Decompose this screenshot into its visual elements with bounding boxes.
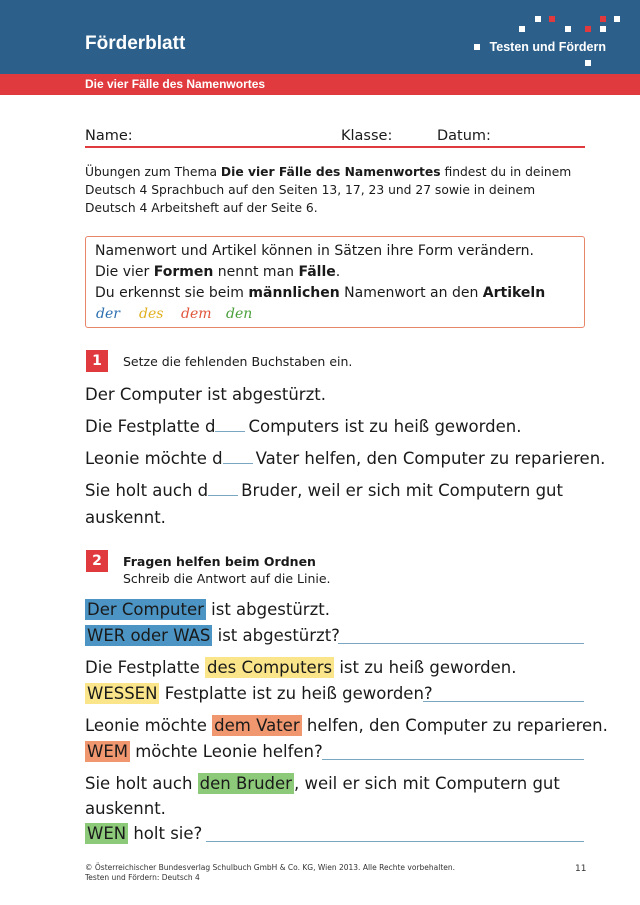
- task-2-instruction: Schreib die Antwort auf die Linie.: [123, 571, 331, 586]
- task-1-sentence-4: Sie holt auch d Bruder, weil er sich mit Computern gut: [85, 481, 563, 500]
- highlight-nominative: Der Computer: [87, 600, 204, 619]
- highlight-question-wessen: WESSEN: [87, 684, 158, 703]
- task-2-question-1: WER oder WAS ist abgestürzt?: [87, 626, 340, 645]
- task-2-number: 2: [86, 550, 108, 572]
- intro-text: Übungen zum Thema Die vier Fälle des Namenwortes findest du in deinem Deutsch 4 Sprachbuch auf den Seiten 13, 17, 23 und 27 sowie in deinem Deutsch 4 Arbeitsheft auf der Seite 6.: [85, 165, 572, 215]
- article-list: [95, 304, 575, 325]
- article-des: des: [139, 306, 164, 322]
- task-2-sentence-3: Leonie möchte dem Vater helfen, den Computer zu reparieren.: [85, 716, 608, 735]
- footer: [85, 863, 455, 883]
- article-der: der: [96, 306, 120, 322]
- highlight-genitive: des Computers: [207, 658, 333, 677]
- task-1-sentence-3: Leonie möchte d Vater helfen, den Computer zu reparieren.: [85, 449, 606, 468]
- class-label: Klasse:: [341, 128, 393, 144]
- highlight-question-wer: WER oder WAS: [87, 626, 211, 645]
- brand-bullet-icon: [474, 44, 480, 50]
- info-line-2: Die vier Formen nennt man Fälle.: [95, 264, 341, 280]
- page-number: 11: [575, 864, 587, 874]
- answer-line-1[interactable]: [338, 643, 584, 644]
- task-2-sentence-4-cont: auskennt.: [85, 799, 166, 818]
- task-2-question-3: WEM möchte Leonie helfen?: [87, 742, 323, 761]
- highlight-question-wem: WEM: [87, 742, 128, 761]
- task-1-sentence-5: auskennt.: [85, 508, 166, 527]
- highlight-accusative: den Bruder: [199, 774, 292, 793]
- task-2-sentence-1: Der Computer ist abgestürzt.: [87, 600, 330, 619]
- highlight-question-wen: WEN: [87, 824, 127, 843]
- answer-line-3[interactable]: [322, 759, 584, 760]
- article-dem: dem: [181, 306, 212, 322]
- article-den: den: [226, 306, 253, 322]
- task-2-question-2: WESSEN Festplatte ist zu heiß geworden?: [87, 684, 433, 703]
- blank-input[interactable]: [215, 418, 245, 432]
- task-1-sentence-2: Die Festplatte d Computers ist zu heiß geworden.: [85, 417, 522, 436]
- task-2-question-4: WEN holt sie?: [87, 824, 203, 843]
- task-2-sentence-2: Die Festplatte des Computers ist zu heiß geworden.: [85, 658, 517, 677]
- topic-title: Die vier Fälle des Namenwortes: [85, 77, 266, 91]
- info-line-1: Namenwort und Artikel können in Sätzen ihre Form verändern.: [95, 243, 534, 259]
- blank-input[interactable]: [208, 482, 238, 496]
- name-label: Name:: [85, 128, 133, 144]
- task-2-sentence-4: Sie holt auch den Bruder , weil er sich mit Computern gut: [85, 774, 560, 793]
- date-label: Datum:: [437, 128, 491, 144]
- info-box: [85, 236, 585, 328]
- highlight-dative: dem Vater: [214, 716, 300, 735]
- task-1-instruction: Setze die fehlenden Buchstaben ein.: [123, 354, 353, 369]
- task-1-number: 1: [86, 350, 108, 372]
- brand-name: [490, 40, 606, 54]
- task-2-title: Fragen helfen beim Ordnen: [123, 554, 316, 569]
- page-header: [0, 0, 640, 74]
- answer-line-4[interactable]: [206, 841, 584, 842]
- blank-input[interactable]: [223, 450, 253, 464]
- series-name: Testen und Fördern: Deutsch 4: [85, 873, 200, 882]
- answer-line-2[interactable]: [423, 701, 584, 702]
- topic-bar: [0, 74, 640, 95]
- student-info-line[interactable]: [85, 128, 585, 148]
- header-title: Förderblatt: [85, 33, 186, 54]
- info-line-3: Du erkennst sie beim männlichen Namenwort an den Artikeln: [95, 285, 546, 301]
- copyright: © Österreichischer Bundesverlag Schulbuch GmbH & Co. KG, Wien 2013. Alle Rechte vorbehalten.: [85, 863, 456, 872]
- brand-label: Testen und Fördern: [489, 40, 606, 54]
- task-1-sentence-1: Der Computer ist abgestürzt.: [85, 385, 326, 404]
